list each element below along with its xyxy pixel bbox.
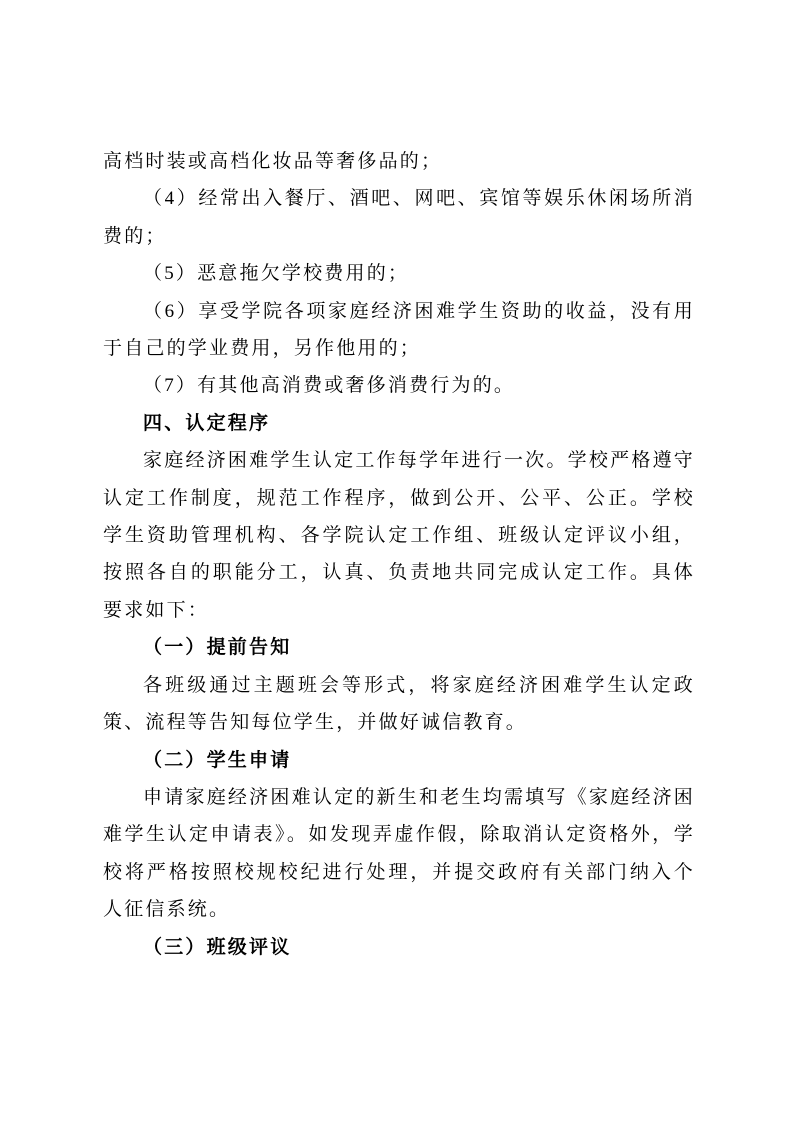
paragraph-subsection-1: 各班级通过主题班会等形式，将家庭经济困难学生认定政策、流程等告知每位学生，并做好诚信教育。: [103, 674, 695, 734]
paragraph-item-7: （7）有其他高消费或奢侈消费行为的。: [143, 375, 516, 397]
page-content: [103, 143, 695, 966]
paragraph-continuation: 高档时装或高档化妆品等奢侈品的；: [103, 151, 443, 172]
paragraph-subsection-2: 申请家庭经济困难认定的新生和老生均需填写《家庭经济困难学生认定申请表》。如发现弄虚作假，除取消认定资格外，学校将严格按照校规校纪进行处理，并提交政府有关部门纳入个人征信系统。: [103, 786, 695, 921]
paragraph-item-4: （4）经常出入餐厅、酒吧、网吧、宾馆等娱乐休闲场所消费的；: [103, 188, 695, 247]
paragraph-item-6: （6）享受学院各项家庭经济困难学生资助的收益，没有用于自己的学业费用，另作他用的；: [103, 300, 695, 360]
subsection-heading-2: （二）学生申请: [143, 749, 292, 771]
paragraph-section-intro: 家庭经济困难学生认定工作每学年进行一次。学校严格遵守认定工作制度，规范工作程序，做到公开、公平、公正。学校学生资助管理机构、各学院认定工作组、班级认定评议小组，按照各自的职能分工，认真、负责地共同完成认定工作。具体要求如下：: [103, 450, 695, 621]
subsection-heading-3: （三）班级评议: [143, 936, 292, 958]
paragraph-item-5: （5）恶意拖欠学校费用的；: [143, 263, 410, 285]
subsection-heading-1: （一）提前告知: [143, 637, 292, 659]
section-heading-4: 四、认定程序: [143, 412, 271, 434]
